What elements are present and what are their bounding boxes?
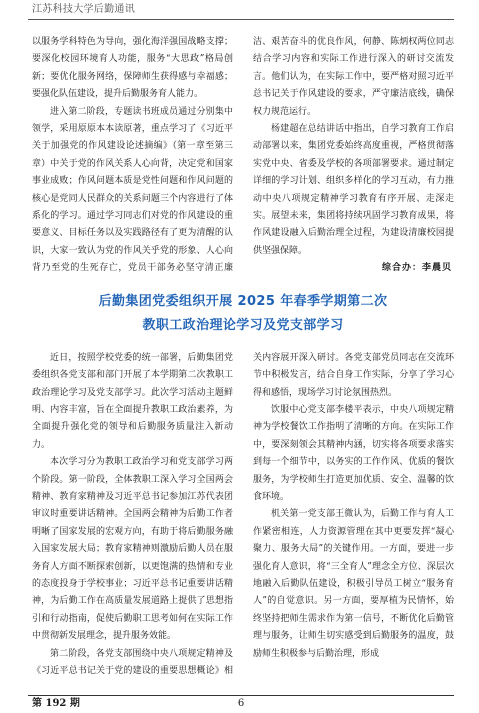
article-title-line: 教职工政治理论学习及党支部学习 — [142, 317, 344, 333]
article-paragraph: 第二阶段，各党支部围绕中央八项规定精神及《习近平总书记关于党的建设的重要思想概论》相关内容展开深入研讨。各党支部党员同志在交流环节中积极发言，结合自身工作实际，分享了学习心得和感悟，现场学习讨论氛围热烈。 — [32, 352, 454, 676]
article-paragraph: 本次学习分为教职工政治学习和党支部学习两个阶段。第一阶段，全体教职工深入学习全国两会精神、教育家精神及习近平总书记参加江苏代表团审议时重要讲话精神。全国两会精神为后勤工作者明晰了国家发展的宏观方向，有助于将后勤服务融入国家发展大局；教育家精神则激励后勤人员在服务育人方面不断探索创新，以更饱满的热情和专业的态度投身于学校事业；习近平总书记重要讲话精神，为后勤工作在高质量发展道路上提供了思想指引和行动指南，促使后勤职工思考如何在实际工作中贯彻新发展理念，提升服务效能。 — [32, 457, 233, 642]
article-paragraph: 进入第二阶段，专题读书班成员通过分别集中领学，采用原原本本读原著，重点学习了《习近平关于加强党的作风建设论述摘编》（第一章至第三章）中关于党的作风关系人心向背，决定党和国家事业成败；作风问题本质是党性问题和作风问题的核心是党同人民群众的关系问题三个内容进行了体系化的学习。通过学习同志们对党的作风建设的重要意义、目标任务以及实践路径有了更为清醒的认识，大家一致认为党的作风关乎党的形象、人心向背乃至党的生死存亡，党员干部务必坚守清正廉洁、艰苦奋斗的优良作风，何静、陈炳权两位同志结合学习内容和实际工作进行深入的研讨交流发言。他们认为，在实际工作中，要严格对照习近平总书记关于作风建设的要求，严守廉洁底线，确保权力规范运行。 — [32, 37, 454, 274]
article-paragraph: 杨建超在总结讲话中指出，自学习教育工作启动部署以来，集团党委始终高度重视，严格贯彻落实党中央、省委及学校的各项部署要求。通过制定详细的学习计划、组织多样化的学习互动，有力推动中央八项规定精神学习教育有序开展、走深走实。展望未来，集团将持续巩固学习教育成果，将作风建设融入后勤治理全过程，为建设清廉校园提供坚强保障。 — [253, 124, 454, 256]
article-title — [32, 290, 454, 338]
running-footer — [28, 695, 454, 713]
article-paragraph: 饮服中心党支部李楼平表示，中央八项规定精神为学校餐饮工作指明了清晰的方向。在实际工作中，要深刻领会其精神内涵，切实将各项要求落实到每一个细节中，以务实的工作作风、优质的餐饮服务，为学校师生打造更加优质、安全、温馨的饮食环境。 — [253, 404, 454, 502]
article-title-line: 后勤集团党委组织开展 2025 年春季学期第二次 — [98, 293, 388, 309]
previous-article-continuation — [32, 34, 454, 278]
article-paragraph: 以服务学科特色为导向，强化海洋强国战略支撑；要深化校园环境育人功能，服务“大思政”格局创新；要优化服务网络，保障师生获得感与幸福感；要强化队伍建设，提升后勤服务育人能力。 — [32, 37, 233, 100]
article-byline: 综合办：李晨贝 — [381, 263, 452, 274]
article-paragraph: 近日，按照学校党委的统一部署，后勤集团党委组织各党支部和部门开展了本学期第二次教职工政治理论学习及党支部学习。此次学习活动主题鲜明、内容丰富，旨在全面提升教职工政治素养，为全面提升强化党的领导和后勤服务质量注入新动力。 — [32, 352, 233, 450]
main-article-body — [32, 350, 454, 681]
page-number: 6 — [237, 698, 245, 709]
newsletter-name: 江苏科技大学后勤通讯 — [32, 4, 135, 15]
issue-number: 第 192 期 — [32, 698, 80, 709]
running-header — [28, 0, 454, 20]
page-content — [32, 34, 454, 680]
article-paragraph: 机关第一党支部王微认为，后勤工作与育人工作紧密相连，人力资源管理在其中更要发挥“凝心聚力、服务大局”的关键作用。一方面，要进一步强化育人意识，将“三全育人”理念全方位、深层次地融入后勤队伍建设，积极引导员工树立“服务育人”的自觉意识。另一方面，要厚植为民情怀，始终坚持把师生需求作为第一信号，不断优化后勤管理与服务，让师生切实感受到后勤服务的温度，鼓励师生积极参与后勤治理，形成 — [253, 509, 454, 659]
